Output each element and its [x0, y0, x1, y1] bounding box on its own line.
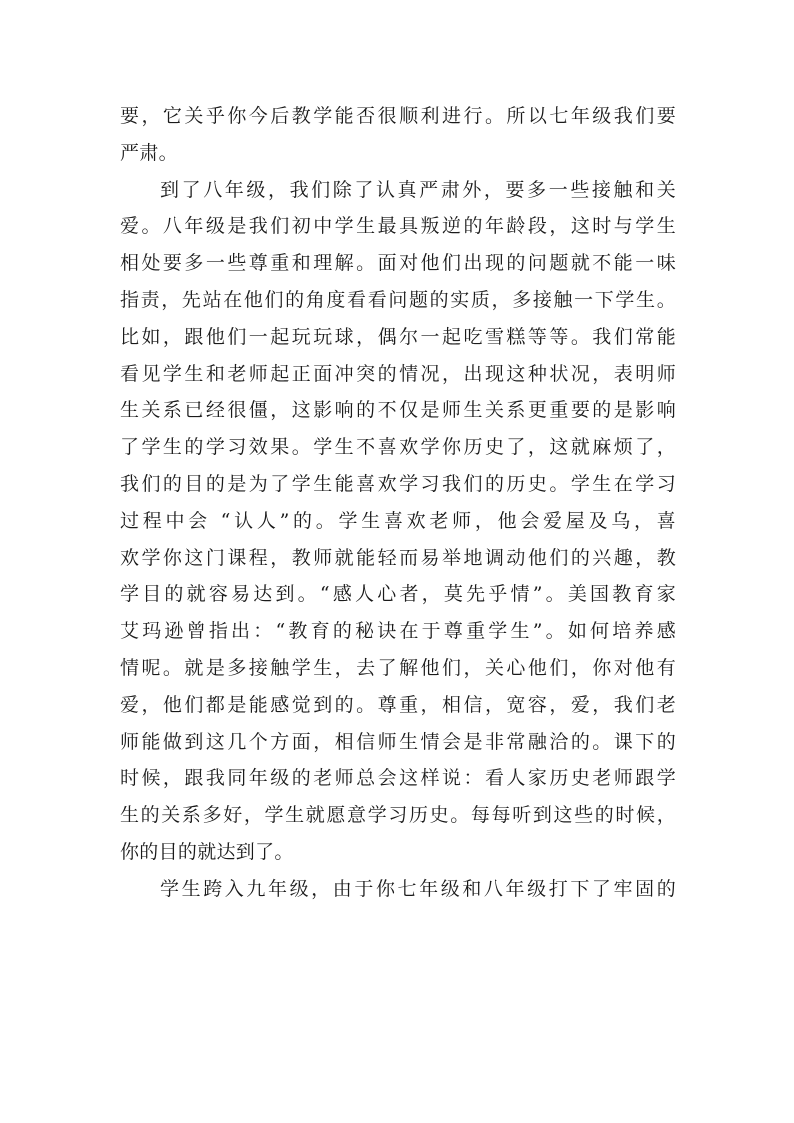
- text-line: 指责，先站在他们的角度看看问题的实质，多接触一下学生。: [120, 288, 676, 311]
- text-line: 相处要多一些尊重和理解。面对他们出现的问题就不能一味: [120, 252, 676, 275]
- text-line: 严肃。: [120, 141, 178, 164]
- text-line: 生关系已经很僵，这影响的不仅是师生关系更重要的是影响: [120, 399, 676, 422]
- body-text: [120, 98, 676, 908]
- text-line: 时候，跟我同年级的老师总会这样说：看人家历史老师跟学: [120, 767, 676, 790]
- text-line: 看见学生和老师起正面冲突的情况，出现这种状况，表明师: [120, 362, 676, 385]
- text-line: 过程中会 “认人”的。学生喜欢老师，他会爱屋及乌，喜: [120, 509, 676, 532]
- text-line: 了学生的学习效果。学生不喜欢学你历史了，这就麻烦了，: [120, 436, 676, 459]
- paragraph-start-line: 到了八年级，我们除了认真严肃外，要多一些接触和关: [160, 178, 676, 201]
- text-line: 爱，他们都是能感觉到的。尊重，相信，宽容，爱，我们老: [120, 693, 676, 716]
- text-line: 情呢。就是多接触学生，去了解他们，关心他们，你对他有: [120, 656, 676, 679]
- text-line: 生的关系多好，学生就愿意学习历史。每每听到这些的时候，: [120, 804, 676, 827]
- text-line: 你的目的就达到了。: [120, 840, 294, 863]
- paragraph-start-line: 学生跨入九年级，由于你七年级和八年级打下了牢固的: [160, 877, 676, 900]
- text-line: 师能做到这几个方面，相信师生情会是非常融洽的。课下的: [120, 730, 676, 753]
- text-line: 艾玛逊曾指出：“教育的秘诀在于尊重学生”。如何培养感: [120, 620, 676, 643]
- text-line: 要，它关乎你今后教学能否很顺利进行。所以七年级我们要: [120, 105, 676, 127]
- text-line: 爱。八年级是我们初中学生最具叛逆的年龄段，这时与学生: [120, 215, 676, 238]
- text-line: 比如，跟他们一起玩玩球，偶尔一起吃雪糕等等。我们常能: [120, 325, 676, 348]
- text-line: 学目的就容易达到。“感人心者，莫先乎情”。美国教育家: [120, 583, 676, 606]
- text-line: 我们的目的是为了学生能喜欢学习我们的历史。学生在学习: [120, 472, 676, 495]
- text-line: 欢学你这门课程，教师就能轻而易举地调动他们的兴趣，教: [120, 546, 676, 569]
